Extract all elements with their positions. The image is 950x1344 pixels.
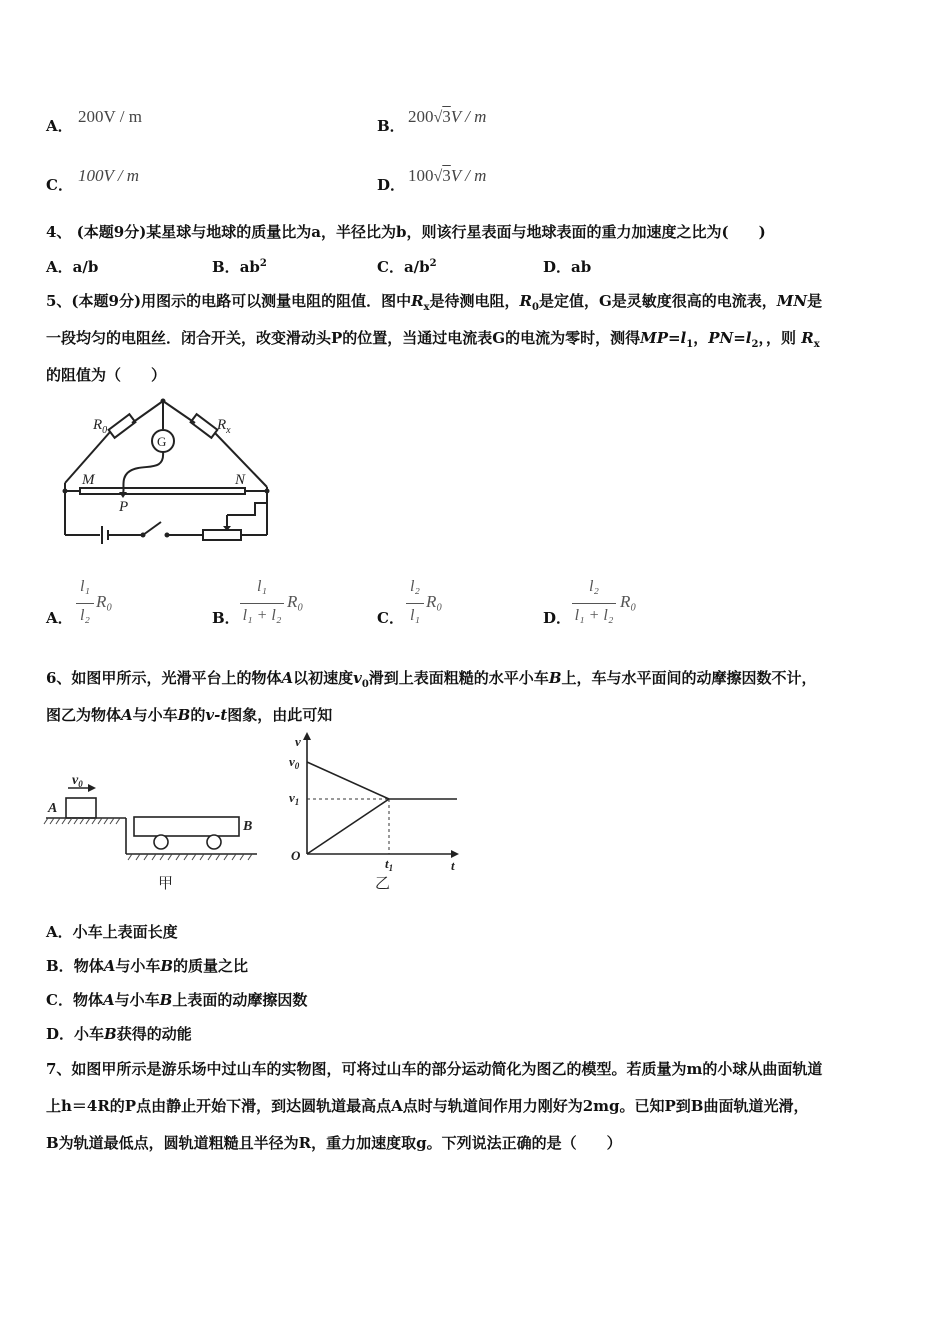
tick-t1: $t_1$ xyxy=(385,856,394,873)
q5-stem-line1: 5、(本题9分)用图示的电路可以测量电阻的阻值．图中$R_x$是待测电阻，$R_0$是定值，G是灵敏度很高的电流表，MN是 xyxy=(46,292,823,313)
galvanometer-label: G xyxy=(157,434,167,449)
label-b: B xyxy=(243,819,253,834)
caption-yi: 乙 xyxy=(375,874,391,892)
figure-yi-vt-graph xyxy=(285,730,465,895)
option-label: B． xyxy=(212,609,240,627)
option-label: D． xyxy=(377,176,406,194)
q7-stem-line1: 7、如图甲所示是游乐场中过山车的实物图，可将过山车的部分运动简化为图乙的模型。若质量为m的小球从曲面轨道 xyxy=(46,1060,823,1078)
q6-option-b: B．物体A与小车B的质量之比 xyxy=(46,957,249,975)
option-label: C． xyxy=(46,176,73,194)
origin-label: O xyxy=(291,848,301,863)
tick-v0: $v_0$ xyxy=(289,754,300,771)
label-m: M xyxy=(82,472,95,488)
axis-v-label: v xyxy=(295,734,301,749)
option-formula: 100V / m xyxy=(78,166,140,185)
q5-stem-line2: 一段均匀的电阻丝．闭合开关，改变滑动头P的位置，当通过电流表G的电流为零时，测得$MP=l_1$，$PN=l_2$，，则 $R_x$ xyxy=(46,329,820,350)
option-label: A． xyxy=(46,117,73,135)
option-label: A． xyxy=(46,609,73,627)
fraction: l₂ l₁ + l₂ R₀ xyxy=(572,578,647,630)
option-formula: 200V / m xyxy=(78,107,142,126)
figure-jia xyxy=(42,772,262,894)
fraction: l₁ l₂ R₀ xyxy=(76,578,126,630)
q7-stem-line2: 上h＝4R的P点由静止开始下滑，到达圆轨道最高点A点时与轨道间作用力刚好为2mg。已知P到B曲面轨道光滑， xyxy=(46,1097,809,1115)
fraction: l₁ l₁ + l₂ R₀ xyxy=(240,578,315,630)
q6-stem-line1: 6、如图甲所示，光滑平台上的物体A以初速度$v_0$滑到上表面粗糙的水平小车B上，车与水平面间的动摩擦因数不计， xyxy=(46,669,817,690)
q6-option-a: A．小车上表面长度 xyxy=(46,923,178,941)
option-c: C．$a/b^2$ xyxy=(377,258,437,276)
q7-stem-line3: B为轨道最低点，圆轨道粗糙且半径为R，重力加速度取g。下列说法正确的是（ ） xyxy=(46,1134,622,1152)
fraction: l₂ l₁ R₀ xyxy=(406,578,456,630)
q5-stem-line3: 的阻值为（ ） xyxy=(46,366,167,384)
label-rx: $R_x$ xyxy=(217,417,231,436)
label-p: P xyxy=(119,499,129,515)
q6-option-c: C．物体A与小车B上表面的动摩擦因数 xyxy=(46,991,308,1009)
option-a: A．a/b xyxy=(46,258,99,276)
q4-stem: 4、 (本题9分)某星球与地球的质量比为a，半径比为b，则该行星表面与地球表面的重力加速度之比为( ) xyxy=(46,223,766,241)
label-n: N xyxy=(235,472,246,488)
label-a: A xyxy=(48,801,58,816)
option-formula: 100√3V / m xyxy=(408,166,487,185)
option-formula: 200√3V / m xyxy=(408,107,487,126)
label-v0: $v_0$ xyxy=(72,773,83,789)
option-label: D． xyxy=(543,609,572,627)
option-b: B．$ab^2$ xyxy=(212,258,267,276)
label-r0: $R_0$ xyxy=(93,417,108,436)
tick-v1: $v_1$ xyxy=(289,790,300,807)
q6-option-d: D．小车B获得的动能 xyxy=(46,1025,192,1043)
circuit-diagram xyxy=(55,395,280,550)
option-d: D．ab xyxy=(543,258,592,276)
q6-stem-line2: 图乙为物体A与小车B的v-t图象，由此可知 xyxy=(46,706,333,724)
option-label: C． xyxy=(377,609,404,627)
caption-jia: 甲 xyxy=(158,874,174,892)
option-label: B． xyxy=(377,117,405,135)
axis-t-label: t xyxy=(451,858,455,873)
